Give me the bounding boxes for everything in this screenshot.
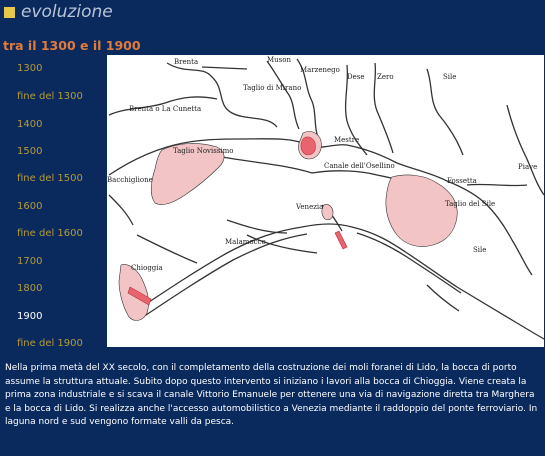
lagoon-map-drawing: [107, 55, 544, 347]
map-label-sile-top: Sile: [443, 73, 457, 81]
map-label-piave: Piave: [518, 163, 538, 171]
map-label-fossetta: Fossetta: [447, 177, 477, 185]
map-label-taglio-novissimo: Taglio Novissimo: [173, 147, 234, 155]
map-label-dese: Dese: [347, 73, 365, 81]
timeline-item-1700[interactable]: 1700: [17, 256, 43, 267]
timeline-item-1900[interactable]: 1900: [17, 311, 43, 322]
map-label-bacchiglione: Bacchiglione: [107, 176, 153, 184]
lagoon-map: [107, 55, 544, 347]
map-label-taglio-sile: Taglio del Sile: [445, 200, 496, 208]
timeline-item-1300[interactable]: 1300: [17, 63, 43, 74]
map-label-marzenego: Marzenego: [300, 66, 340, 74]
map-label-sile-bottom: Sile: [473, 246, 487, 254]
page-title: evoluzione: [21, 2, 113, 22]
timeline-item-1400[interactable]: 1400: [17, 119, 43, 130]
timeline-item-fine-1300[interactable]: fine del 1300: [17, 91, 83, 102]
timeline-item-1800[interactable]: 1800: [17, 283, 43, 294]
section-subtitle: tra il 1300 e il 1900: [3, 38, 141, 53]
timeline-item-fine-1600[interactable]: fine del 1600: [17, 228, 83, 239]
map-label-brenta: Brenta: [174, 58, 199, 66]
header: [0, 0, 545, 27]
map-label-venezia: Venezia: [296, 203, 324, 211]
map-label-zero: Zero: [377, 73, 394, 81]
map-label-taglio-mirano: Taglio di Mirano: [243, 84, 302, 92]
map-label-muson: Muson: [267, 56, 291, 64]
map-label-malamocco: Malamocco: [225, 238, 266, 246]
timeline-item-1600[interactable]: 1600: [17, 201, 43, 212]
timeline-item-fine-1500[interactable]: fine del 1500: [17, 173, 83, 184]
map-label-chioggia: Chioggia: [131, 264, 163, 272]
map-label-canale-osellino: Canale dell'Osellino: [324, 162, 395, 170]
timeline-item-fine-1900[interactable]: fine del 1900: [17, 338, 83, 349]
timeline-item-1500[interactable]: 1500: [17, 146, 43, 157]
map-label-mestre: Mestre: [334, 136, 360, 144]
description-text: Nella prima metà del XX secolo, con il completamento della costruzione dei moli foranei di Lido, la bocca di porto assume la struttura attuale. Subito dopo questo intervento si iniziano i lavori alla bocca di Chioggia. Viene creata la prima zona industriale e si scava il canale Vittorio Emanuele per ottenere una via di navigazione diretta tra Marghera e la bocca di Lido. Si realizza anche l'accesso automobilistico a Venezia mediante il raddoppio del ponte ferroviario. In laguna nord e sud vengono formate valli da pesca.: [5, 363, 538, 428]
bullet-square-icon: [4, 7, 15, 18]
map-label-brenta-cunetta: Brenta o La Cunetta: [129, 105, 202, 113]
